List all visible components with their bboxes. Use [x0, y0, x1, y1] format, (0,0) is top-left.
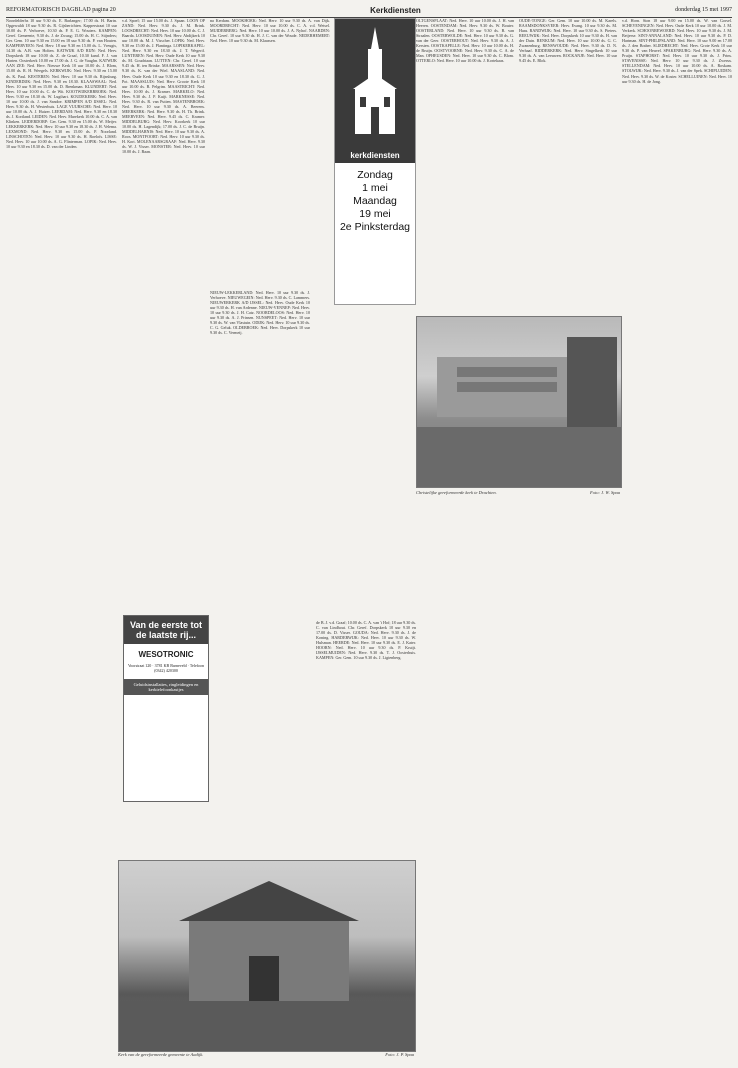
- ad-brand: WESOTRONIC: [138, 650, 194, 659]
- photo2-caption-row: [118, 1052, 414, 1057]
- listing-column-6: [622, 18, 732, 1063]
- ad-address: Voorstraat 120 · 3781 KB Barneveld · Telefoon (0342) 420300: [127, 663, 205, 673]
- date-line-3: Maandag: [353, 195, 397, 207]
- listing-column-5: [519, 18, 617, 331]
- wesotronic-ad: [123, 615, 209, 802]
- section-title: Kerkdiensten: [370, 5, 421, 15]
- page-header: [6, 5, 732, 18]
- header-date: donderdag 15 mei 1997: [675, 7, 732, 13]
- church-silhouette: [335, 19, 415, 159]
- church-icon: [335, 19, 415, 149]
- listing-text-m: de B. J. v.d. Graaf; 10.00 ds. C. A. van 't Hof; 18 uur 9.30 ds. C. van Lindhout. Chr. Geref. Dorpskerk 10 uur 9.30 en 17.00 ds. D. Visser. GOUDA: Ned. Herv. 9.30 ds. J. de Koning. HARDERWIJK: Ned. Herv. 10 uur 9.30 ds. W. Hulsman. HEERDE: Ned. Herv. 10 uur 9.30 ds. E. J. Kater. HOORN: Ned. Herv. 10 uur 9.30 ds. P. Kruijt. IJSSELMUIDEN: Ned. Herv. 9.30 ds. T. J. Oosterhuis. KAMPEN: Ger. Gem. 10 uur 9.30 ds. J. Ligtenberg.: [316, 620, 416, 661]
- ad-headline: Van de eerste tot de laatste rij...: [124, 616, 208, 644]
- ad-footer: Geluidsinstallaties, ringleidingen en kerktelefoonkastjes: [124, 679, 208, 695]
- church-photo-drachten: [416, 316, 622, 488]
- listing-column-4: [416, 18, 514, 331]
- date-line-4: 19 mei: [359, 208, 391, 220]
- listing-column-3: [210, 18, 330, 268]
- photo1-credit: Foto: J. W. Spaa: [590, 490, 620, 495]
- photo2-credit: Foto: J. P. Spaa: [385, 1052, 414, 1057]
- listing-text-7: NIEUW-LEKKERLAND: Ned. Herv. 10 uur 9.30 ds. J. Verhoeve. NIEUWEGEIN: Ned. Herv. 9.30 ds. C. Lammers. NIEUWERKERK A/D IJSSEL: Ned. Herv. Oude Kerk 10 uur 9.30 ds. H. van Ardenne. NIEUW-VENNEP: Ned. Herv. 10 uur 9.30 ds. J. H. Catz. NOORDELOOS: Ned. Herv. 10 uur 9.30 ds. A. J. Prinsen. NUNSPEET: Ned. Herv. 10 uur 9.30 ds. W. van Vlastuin. ODIJK: Ned. Herv. 10 uur 9.30 ds. C. G. Geluk. OLDEBROEK: Ned. Herv. Dorpskerk 10 uur 9.30 ds. C. Vermeij.: [210, 290, 310, 336]
- banner-dates: [335, 169, 415, 234]
- photo1-caption-row: [416, 490, 620, 495]
- header-masthead: REFORMATORISCH DAGBLAD pagina 20: [6, 7, 116, 13]
- listing-column-1: [6, 18, 117, 1063]
- listing-column-3b: [210, 290, 310, 645]
- photo2-caption: Kerk van de gereformeerde gemeente te Aadijk.: [118, 1052, 204, 1057]
- listing-text-3: na Kerdam. MOOKHOEK: Ned. Herv. 10 uur 9.30 ds. A. van Dijk. MOORDRECHT: Ned. Herv. 10 uur 10.00 ds. C. A. v.d. Wetsel. MUIDERBERG: Ned. Herv. 10 uur 10.00 ds. J. A. Nyhof. NAARDEN: Chr. Geref. 10 uur 9.30 ds. H. J. C. van der Woude. NEDERHEMERT: Ned. Herv. 10 uur 9.30 ds. M. Klaassen.: [210, 18, 330, 44]
- kerkdiensten-banner: [334, 18, 416, 305]
- listing-text-6: v.d. Horn. Sion 18 uur 9.00 en 15.00 ds. W. van Gorsel. SCHEVENINGEN: Ned. Herv. Oude Kerk 10 uur 10.00 ds. J. M. Verkerk. SCHOONREWOERD: Ned. Herv. 10 uur 9.30 ds. J. M. Beijerse. SINT-ANNALAND: Ned. Herv. 10 uur 9.30 ds. P. D. Hartman. SINT-PHILIPSLAND: Ned. Herv. 10 uur 9.00 en 17.00 ds. J. den Braber. SLIEDRECHT: Ned. Herv. Grote Kerk 10 uur 9.30 ds. P. van Heuvel. SPAKENBURG: Ned. Herv. 9.30 ds. A. Pruijn. STAPHORST: Ned. Herv. 10 uur 9.30 ds. J. Prins. STAVENISSE: Ned. Herv. 10 uur 9.30 ds. J. Zwerus. STELLENDAM: Ned. Herv. 10 uur 10.00 ds. A. Roskam. STOLWIJK: Ned. Herv. 9.30 ds. J. van der Spek. SCHIPLUIDEN: Ned. Herv. 9.30 ds. W. de Koster. SCHELLUINEN: Ned. Herv. 10 uur 9.30 ds. H. de Jong.: [622, 18, 732, 84]
- listing-text-5: OUDE-TONGE: Ger. Gem. 10 uur 10.00 ds. M. Karels. RAAMSDONKSVEER: Herv. Evang. 10 uur 9.30 ds. M. Haas. RANDWIJK: Ned. Herv. 10 uur 9.30 ds. S. Pieters. REEUWIJK: Ned. Herv. Dorpskerk 10 uur 9.30 ds. H. van der Duin. RENKUM: Ned. Herv. 10 uur 10.00 ds. G. C. Zwanenburg. RENSWOUDE: Ned. Herv. 9.30 ds. D. N. Verhaaf. RIDDERKERK: Ned. Herv. Singelkerk 10 uur 9.30 ds. A. van Leeuwen. ROCKANJE: Ned. Herv. 10 uur 9.45 ds. E. Blok.: [519, 18, 617, 64]
- listing-text-2: v.d. Spoel; 15 uur 15.00 ds. J. Spaan. LOON OP ZAND: Ned. Herv. 9.30 ds. J. M. Brink. LOOSDRECHT: Ned. Herv. 10 uur 10.00 ds. C. J. Baarda. LOOSDUINEN: Ned. Herv. Abdijkerk 10 uur 10.00 ds. M. J. Visscher. LOPIK: Ned. Herv. 9.30 en 15.00 ds. J. Plantinga. LOPIKERKAPEL: Ned. Herv. 9.30 en 18.30 ds. J. T. Wegerif. LUNTEREN: Ned. Herv. Oude Kerk 10 uur 9.30 ds. M. Goudriaan. LUTTEN: Chr. Geref. 10 uur 9.45 ds. H. ten Brinke. MAARSSEN: Ned. Herv. 9.30 ds. K. van der Wiel. MAASLAND: Ned. Herv. Oude Kerk 10 uur 9.30 en 18.30 ds. G. J. Pot. MAASSLUIS: Ned. Herv. Groote Kerk 10 uur 10.00 ds. B. Pelgrim. MAASTRICHT: Ned. Herv. 10.00 ds. J. Kramer. MARKELO: Ned. Herv. 9.30 ds. J. P. Kuijt. MARKNESSE: Ned. Herv. 9.30 ds. R. van Putten. MASTENBROEK: Ned. Herv. 10 uur 9.30 ds. A. Beerens. MEERKERK: Ned. Herv. 9.30 ds. H. Th. Brink. MEERVEEN: Ned. Herv. 9.45 ds. C. Kramer. MIDDELBURG: Ned. Herv. Koorkerk 10 uur 10.00 ds. H. Lagendijk; 17.00 ds. J. C. de Bruijn. MIDDELHARNIS: Ned. Herv. 10 uur 9.30 ds. A. Roos. MONTFOORT: Ned. Herv. 10 uur 9.30 ds. H. Kort. MOLENAARSGRAAF: Ned. Herv. 9.30 ds. W. J. Visser. MONSTER: Ned. Herv. 10 uur 10.00 ds. J. Baan.: [122, 18, 205, 155]
- date-line-2: 1 mei: [362, 182, 388, 194]
- banner-title: kerkdiensten: [335, 149, 415, 163]
- church-photo-aadijk: [118, 860, 416, 1052]
- listing-text-4: OLTGENSPLAAT: Ned. Herv. 10 uur 10.00 ds. J. H. van Heeren. OOSTENDAM: Ned. Herv. 9.30 ds. W. Bouter. OOSTERLAND: Ned. Herv. 10 uur 9.30 ds. B. van Straalen. OOSTERWOLDE: Ned. Herv. 10 uur 9.30 ds. G. van der Geer. OOSTERHOUT: Ned. Herv. 9.30 ds. A. J. Kersten. OOSTKAPELLE: Ned. Herv. 10 uur 10.00 ds. H. de Bruijn. OOSTVOORNE: Ned. Herv. 9.30 ds. C. A. de Man. OPHEUSDEN: Ned. Herv. 10 uur 9.30 ds. C. Blom. OTTERLO: Ned. Herv. 10 uur 10.00 ds. J. Kortekaas.: [416, 18, 514, 64]
- date-line-5: 2e Pinksterdag: [339, 221, 411, 233]
- listing-column-2: [122, 18, 205, 630]
- photo1-caption: Christelijke gereformeerde kerk te Drachten.: [416, 490, 497, 495]
- date-line-1: Zondag: [357, 169, 393, 181]
- listing-text-1: Noordelderhs 10 uur 9.30 ds. E. Barlanger; 17.00 ds. H. Bartn. Opgewaldt 18 uur 9.30 ds. R. Gijsberichten. Kapperstraat 10 uur 10.00 ds. P. Verhoeve, 10.30 ds. P. E. G. Wouters. KAMPEN: Geref. Gemeente, 9.30 ds. J. de Zwaag; 15.00 ds. H. C. Stijnders; Ger. Gem. 10 uur 9.30 en 15.00 en 18 uur 9.30 ds. P. van Houten. KAMPERVEEN: Ned. Herv. 18 uur 9.30 en 15.00 ds. L. Vreugts, 14.30 ds. A.B. van Holten. KATWIJK A/D RIJN: Ned. Herv. Dorpskerk 18 uur 10.00 ds. Z. de Graaf, 10.30 kand. F. J. van Harten. Oosterkerk 10.00 en 17.00 ds. J. G. de Vaughn. KATWIJK AAN ZEE: Ned. Herv. Nieuwe Kerk 10 uur 10.00 ds. J. Blom, 15.00 ds. R. H. Weegels. KERKWIJK: Ned. Herv. 9.30 en 15.00 ds. K. Paul. KESTEREN: Ned. Herv. 10 uur 9.30 ds. Rijnsburg. KINDERDIJK: Ned. Herv. 9.30 en 18.30. KLAASWAAL: Ned. Herv. 10 uur 9.30 en 15.00 ds. D. Brenkman. KLUNDERT: Ned. Herv. 10 uur 10.00 ds. C. de Wit. KOOTWIJKERBROEK: Ned. Herv. 9.30 en 18.30 ds. W. Lugthart. KOUDEKERK: Ned. Herv. 10 uur 10.00 ds. J. van Sandoe. KRIMPEN A/D IJSSEL: Ned. Herv. 9.30 ds. H. Westerhuis. LAGE VUURSCHE: Ned. Herv. 10 uur 10.00 ds. A. J. Huizer. LEERDAM: Ned. Herv. 9.30 en 18.30 ds. J. Kortland. LEIDEN: Ned. Herv. Marekerk 10.00 ds. C. A. van Klinken. LEIDERDORP: Ger. Gem. 9.30 en 15.00 ds. W. Meijer. LEKKERKERK: Ned. Herv. 10 uur 9.30 en 18.30 ds. J. H. Velema. LEXMOND: Ned. Herv. 9.30 en 15.00 ds. P. Noorland. LINSCHOTEN: Ned. Herv. 10 uur 9.30 ds. H. Roelofs. LISSE: Ned. Herv. 10 uur 10.00 ds. A. G. Flinterman. LOPIK: Ned. Herv. 10 uur 9.30 en 18.30 ds. D. van der Linden.: [6, 18, 117, 150]
